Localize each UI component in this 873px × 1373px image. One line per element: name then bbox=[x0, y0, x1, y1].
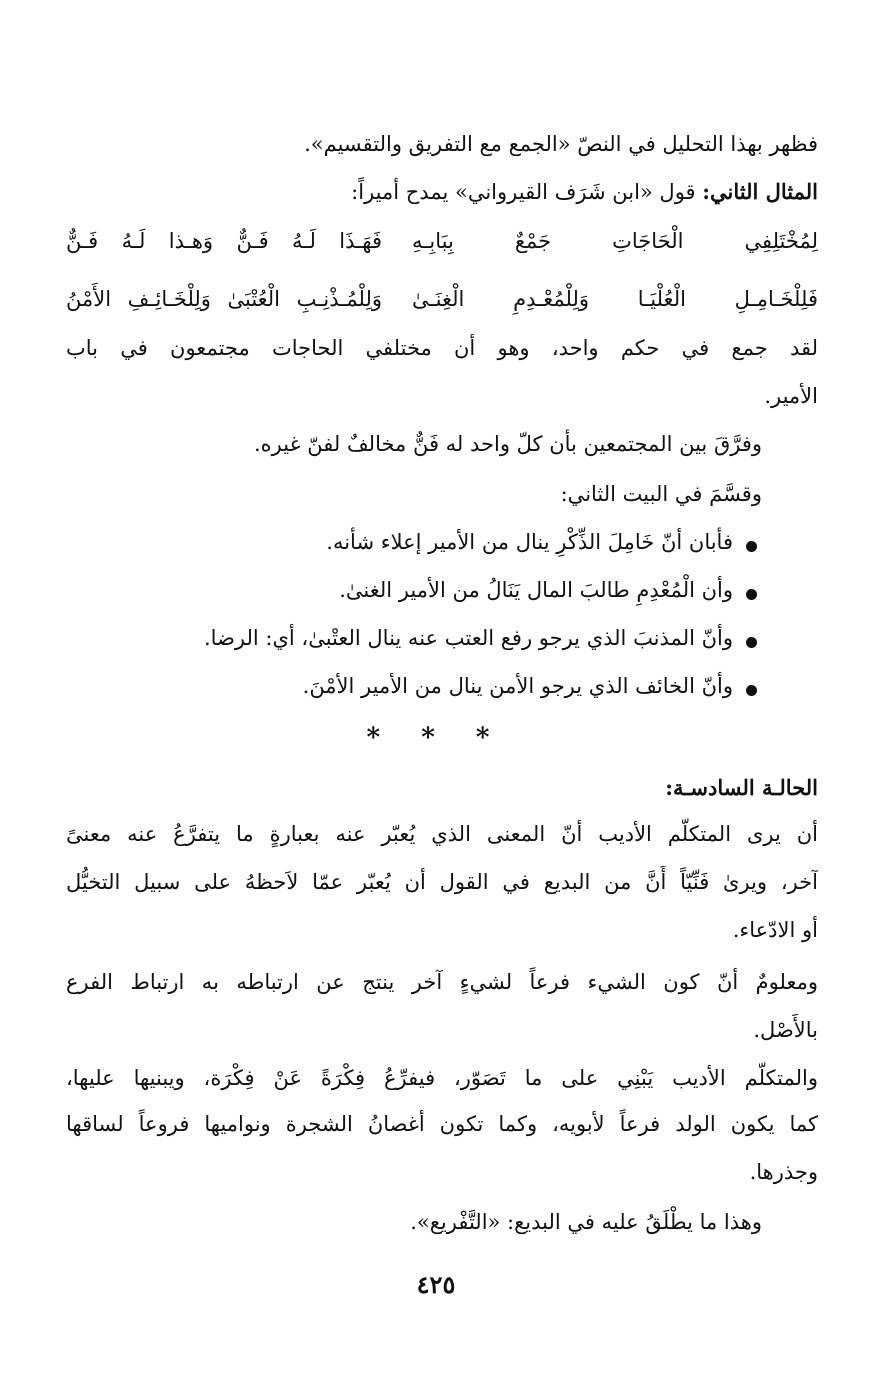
bullet-item-3: وأنّ المذنبَ الذي يرجو رفع العتب عنه ينال العتْبىٰ، أي: الرضا. bbox=[204, 626, 733, 650]
para1-line2: الأمير. bbox=[764, 384, 818, 408]
para4-line1: أن يرى المتكلّم الأديب أنّ المعنى الذي يُعبّر عنه بعبارةٍ ما يتفرَّعُ عنه معنىً bbox=[66, 822, 818, 846]
bullet-dot-3 bbox=[746, 637, 757, 648]
bullet-dot-2 bbox=[746, 589, 757, 600]
bullet-item-2: وأن الْمُعْدِمِ طالبَ المال يَنَالُ من الأمير الغنىٰ. bbox=[339, 578, 733, 602]
para1-line1: لقد جمع في حكم واحد، وهو أن مختلفي الحاجات مجتمعون في باب bbox=[66, 336, 818, 360]
bullet-dot-4 bbox=[746, 685, 757, 696]
para6-line1: والمتكلّم الأديب يَبْنِي على ما تَصَوّر، فيفرِّعُ فِكْرَةً عَنْ فِكْرَة، ويبنيها عليها، bbox=[66, 1066, 818, 1090]
section-title: الحالـة السادسـة: bbox=[665, 775, 818, 800]
poem-verse1-left: فَهَـذَا لَـهُ فَـنٌّ وَهـذا لَـهُ فَـنٌّ bbox=[66, 229, 382, 253]
para6-line3: وجذرها. bbox=[749, 1160, 818, 1184]
para2: وفرَّقَ بين المجتمعين بأن كلّ واحد له فَنٌّ مخالفٌ لفنّ غيره. bbox=[254, 432, 762, 456]
para7: وهذا ما يطْلَقُ عليه في البديع: «التَّفْريع». bbox=[410, 1210, 762, 1234]
poem-verse2-left: وَلِلْمُـذْنِـبِ الْعُتْبَىٰ وَلِلْخَـائِـفِ الأَمْنُ bbox=[66, 287, 382, 311]
line-conclusion: فظهر بهذا التحليل في النصّ «الجمع مع التفريق والتقسيم». bbox=[304, 132, 818, 156]
section-separator: * * * bbox=[366, 723, 506, 753]
poem-verse1-right: لِمُخْتَلِفِي الْحَاجَاتِ جَمْعٌ بِبَابِـهِ bbox=[412, 229, 818, 253]
para5-line1: ومعلومٌ أنّ كون الشيء فرعاً لشيءٍ آخر ينتج عن ارتباطه به ارتباط الفرع bbox=[66, 970, 818, 994]
para3: وقسَّمَ في البيت الثاني: bbox=[560, 482, 762, 506]
page-number: ٤٢٥ bbox=[416, 1270, 456, 1299]
poem-verse2-right: فَلِلْخَـامِـلِ الْعُلْيَـا وَلِلْمُعْـدِمِ الْغِنَـىٰ bbox=[412, 287, 818, 311]
para6-line2: كما يكون الولد فرعاً لأبويه، وكما تكون أغصانُ الشجرة ونواميها فروعاً لساقها bbox=[66, 1112, 818, 1136]
para4-line2: آخر، ويرىٰ فَنِّيّاً أَنَّ من البديع في القول أن يُعبّر عمّا لاَحظهُ على سبيل التخيُّل bbox=[66, 870, 818, 894]
line-second-example bbox=[66, 176, 818, 208]
para5-line2: بالأَصْل. bbox=[753, 1018, 818, 1042]
bullet-item-1: فأبان أنّ خَامِلَ الذِّكْرِ ينال من الأمير إعلاء شأنه. bbox=[326, 530, 733, 554]
second-example-intro: قول «ابن شَرَف القيرواني» يمدح أميراً: bbox=[351, 180, 703, 204]
bullet-item-4: وأنّ الخائف الذي يرجو الأمن ينال من الأمير الأمْنَ. bbox=[302, 674, 733, 698]
second-example-label: المثال الثاني: bbox=[702, 179, 818, 204]
bullet-dot-1 bbox=[746, 541, 757, 552]
para4-line3: أو الادّعاء. bbox=[732, 918, 818, 942]
